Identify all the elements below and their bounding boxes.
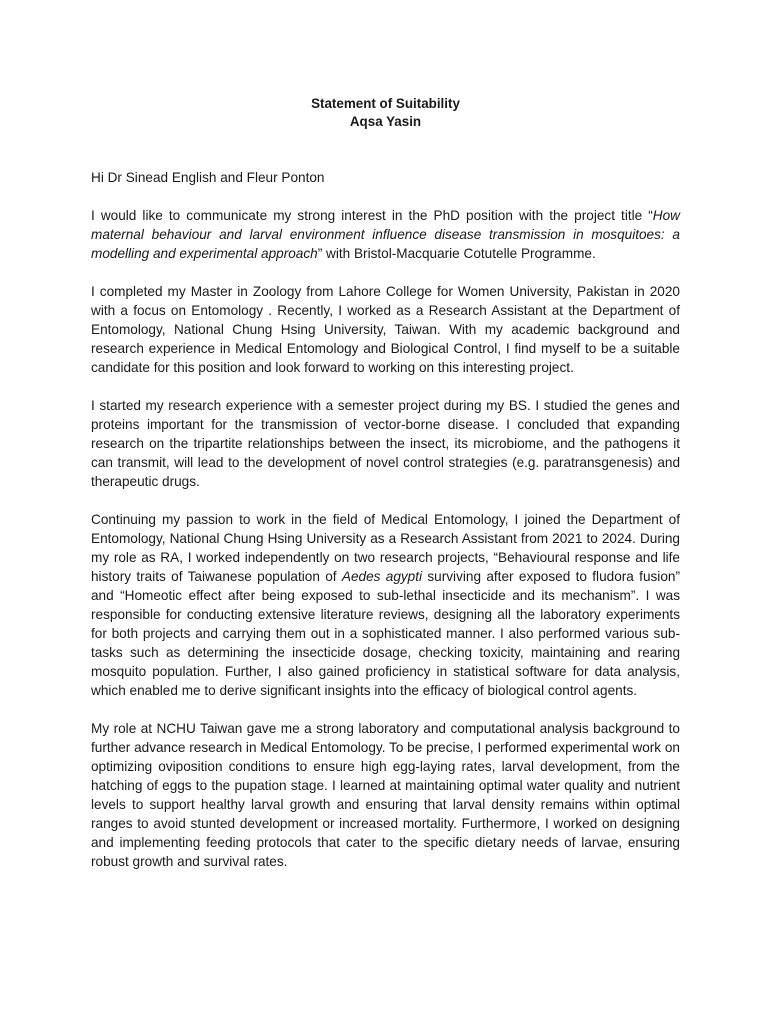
paragraph-research-assistant — [91, 510, 680, 700]
project-title: How maternal behaviour and larval environment influence disease transmission in mosquitoes: a modelling and experimental approach — [91, 208, 680, 261]
paragraph-ra-intro: Continuing my passion to work in the field of Medical Entomology, I joined the Department of Entomology, National Chung Hsing University as a Research Assistant from 2021 to 2024. During my role as RA, I worked independently on two research projects, “Behavioural response and life history traits of Taiwanese population of — [91, 512, 680, 584]
paragraph-ra-outro: surviving after exposed to fludora fusion” and “Homeotic effect after being exposed to sub-lethal insecticide and its mechanism”. I was responsible for conducting extensive literature reviews, designing all the laboratory experiments for both projects and carrying them out in a sophisticated manner. I also performed various sub-tasks such as determining the insecticide dosage, checking toxicity, maintaining and rearing mosquito population. Further, I also gained proficiency in statistical software for data analysis, which enabled me to derive significant insights into the efficacy of biological control agents. — [91, 569, 680, 698]
paragraph-research-start: I started my research experience with a semester project during my BS. I studied the genes and proteins important for the transmission of vector-borne disease. I concluded that expanding research on the tripartite relationships between the insect, its microbiome, and the pathogens it can transmit, will lead to the development of novel control strategies (e.g. paratransgenesis) and therapeutic drugs. — [91, 398, 680, 489]
paragraph-interest — [91, 206, 680, 263]
document-title: Statement of Suitability — [311, 96, 460, 111]
author-name: Aqsa Yasin — [349, 114, 422, 129]
paragraph-nchu-role: My role at NCHU Taiwan gave me a strong laboratory and computational analysis background to further advance research in Medical Entomology. To be precise, I performed experimental work on optimizing oviposition conditions to ensure high egg-laying rates, larval development, from the hatching of eggs to the pupation stage. I learned at maintaining optimal water quality and nutrient levels to support healthy larval growth and ensuring that larval density remains within optimal ranges to avoid stunted development or increased mortality. Furthermore, I worked on designing and implementing feeding protocols that cater to the specific dietary needs of larvae, ensuring robust growth and survival rates. — [91, 721, 680, 869]
greeting: Hi Dr Sinead English and Fleur Ponton — [91, 170, 325, 185]
paragraph-education: I completed my Master in Zoology from Lahore College for Women University, Pakistan in 2020 with a focus on Entomology . Recently, I worked as a Research Assistant at the Department of Entomology, National Chung Hsing University, Taiwan. With my academic background and research experience in Medical Entomology and Biological Control, I find myself to be a suitable candidate for this position and look forward to working on this interesting project. — [91, 284, 680, 375]
paragraph-interest-outro: ” with Bristol-Macquarie Cotutelle Programme. — [317, 246, 596, 261]
species-name: Aedes agypti — [341, 569, 423, 584]
paragraph-interest-intro: I would like to communicate my strong interest in the PhD position with the project title “ — [91, 208, 653, 223]
